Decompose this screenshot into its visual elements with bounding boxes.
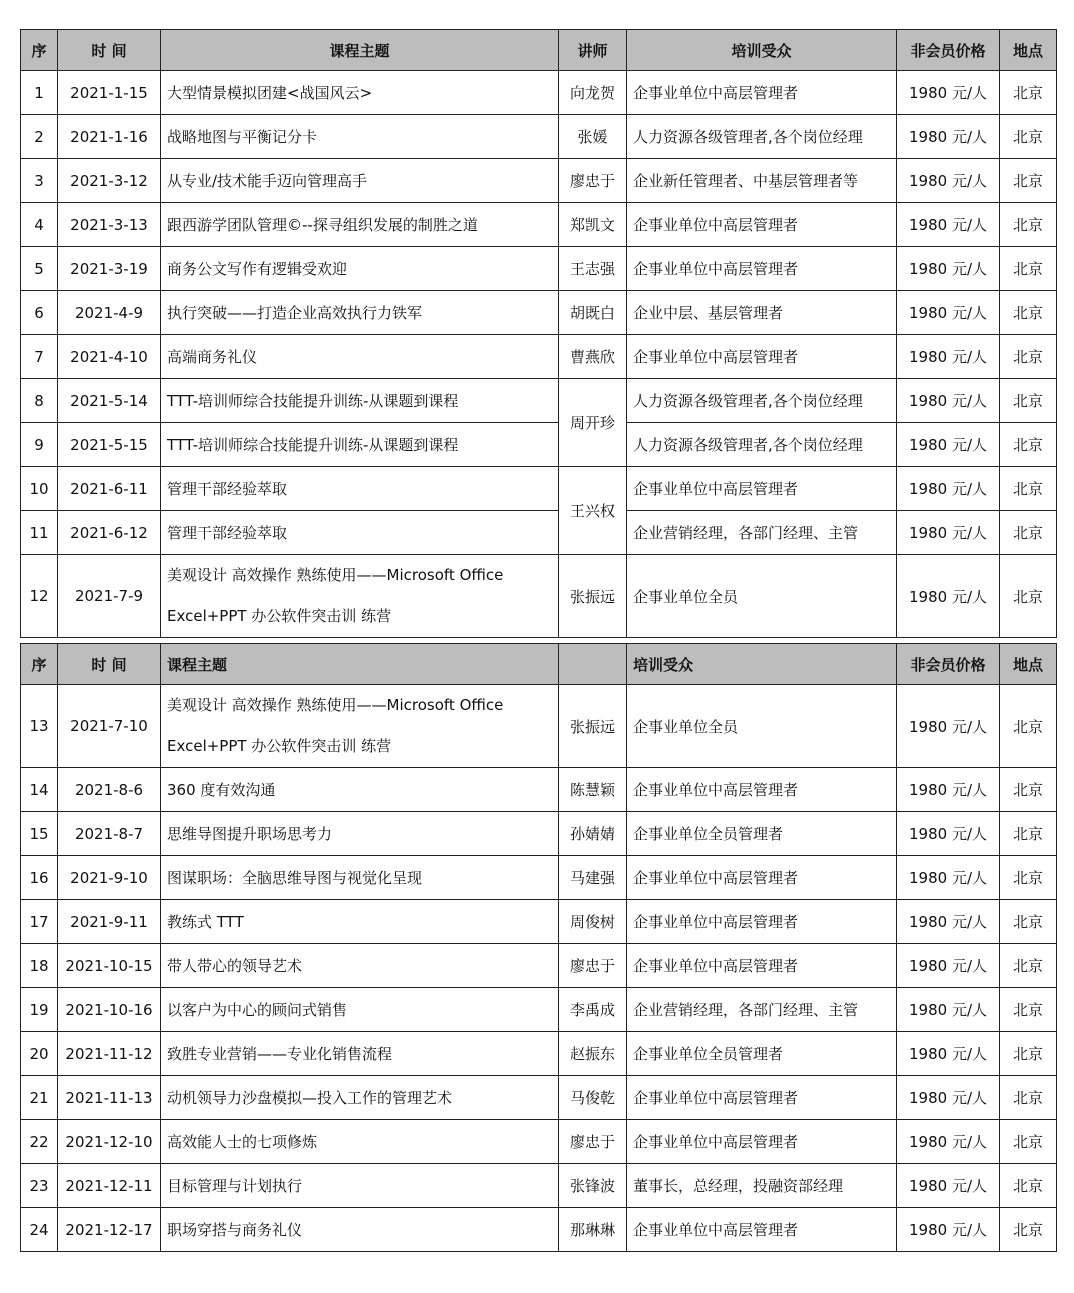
cell-location: 北京 <box>1000 1076 1057 1120</box>
cell-price: 1980 元/人 <box>897 1120 1000 1164</box>
cell-date: 2021-9-11 <box>58 900 161 944</box>
cell-location: 北京 <box>1000 423 1057 467</box>
cell-price: 1980 元/人 <box>897 944 1000 988</box>
cell-location: 北京 <box>1000 291 1057 335</box>
cell-audience: 董事长，总经理，投融资部经理 <box>627 1164 897 1208</box>
cell-audience: 企业中层、基层管理者 <box>627 291 897 335</box>
topic-line-2: Excel+PPT 办公软件突击训 练营 <box>167 737 392 755</box>
cell-topic <box>161 555 559 638</box>
table-row <box>21 335 1057 379</box>
cell-instructor: 郑凯文 <box>559 203 627 247</box>
cell-audience: 企事业单位中高层管理者 <box>627 768 897 812</box>
table-row <box>21 159 1057 203</box>
table-row <box>21 1076 1057 1120</box>
cell-instructor: 孙婧婧 <box>559 812 627 856</box>
cell-topic: 管理干部经验萃取 <box>161 467 559 511</box>
cell-date: 2021-3-19 <box>58 247 161 291</box>
cell-location: 北京 <box>1000 71 1057 115</box>
cell-price: 1980 元/人 <box>897 1076 1000 1120</box>
cell-topic: 执行突破——打造企业高效执行力铁军 <box>161 291 559 335</box>
cell-instructor: 向龙贺 <box>559 71 627 115</box>
cell-index: 3 <box>21 159 58 203</box>
header-instructor <box>559 644 627 685</box>
cell-instructor: 张振远 <box>559 685 627 768</box>
table-row <box>21 555 1057 638</box>
cell-instructor: 胡既白 <box>559 291 627 335</box>
cell-topic: 大型情景模拟团建<战国风云> <box>161 71 559 115</box>
cell-date: 2021-12-17 <box>58 1208 161 1252</box>
schedule-table-1 <box>20 29 1057 638</box>
cell-instructor: 那琳琳 <box>559 1208 627 1252</box>
header-location: 地点 <box>1000 644 1057 685</box>
cell-audience: 企事业单位中高层管理者 <box>627 203 897 247</box>
table-row <box>21 1208 1057 1252</box>
cell-index: 13 <box>21 685 58 768</box>
cell-topic: 图谋职场：全脑思维导图与视觉化呈现 <box>161 856 559 900</box>
header-date: 时 间 <box>58 644 161 685</box>
cell-price: 1980 元/人 <box>897 115 1000 159</box>
cell-location: 北京 <box>1000 1120 1057 1164</box>
table-row <box>21 900 1057 944</box>
cell-price: 1980 元/人 <box>897 856 1000 900</box>
cell-instructor: 廖忠于 <box>559 1120 627 1164</box>
cell-instructor: 李禹成 <box>559 988 627 1032</box>
cell-location: 北京 <box>1000 555 1057 638</box>
cell-topic: 高端商务礼仪 <box>161 335 559 379</box>
cell-price: 1980 元/人 <box>897 1208 1000 1252</box>
cell-topic: 以客户为中心的顾问式销售 <box>161 988 559 1032</box>
cell-topic: 战略地图与平衡记分卡 <box>161 115 559 159</box>
cell-location: 北京 <box>1000 900 1057 944</box>
topic-line-1: 美观设计 高效操作 熟练使用——Microsoft Office <box>167 696 504 714</box>
header-audience: 培训受众 <box>627 644 897 685</box>
cell-index: 22 <box>21 1120 58 1164</box>
cell-date: 2021-1-16 <box>58 115 161 159</box>
cell-topic: 从专业/技术能手迈向管理高手 <box>161 159 559 203</box>
cell-index: 15 <box>21 812 58 856</box>
cell-topic: TTT-培训师综合技能提升训练-从课题到课程 <box>161 379 559 423</box>
cell-audience: 企事业单位中高层管理者 <box>627 856 897 900</box>
cell-audience: 企事业单位中高层管理者 <box>627 1076 897 1120</box>
cell-index: 20 <box>21 1032 58 1076</box>
cell-topic: TTT-培训师综合技能提升训练-从课题到课程 <box>161 423 559 467</box>
cell-price: 1980 元/人 <box>897 812 1000 856</box>
cell-audience: 人力资源各级管理者,各个岗位经理 <box>627 115 897 159</box>
cell-topic: 带人带心的领导艺术 <box>161 944 559 988</box>
table-row <box>21 203 1057 247</box>
table-row <box>21 423 1057 467</box>
cell-date: 2021-10-16 <box>58 988 161 1032</box>
cell-price: 1980 元/人 <box>897 159 1000 203</box>
cell-topic: 职场穿搭与商务礼仪 <box>161 1208 559 1252</box>
cell-price: 1980 元/人 <box>897 1164 1000 1208</box>
cell-date: 2021-11-12 <box>58 1032 161 1076</box>
header-topic: 课程主题 <box>161 30 559 71</box>
cell-price: 1980 元/人 <box>897 467 1000 511</box>
table-row <box>21 944 1057 988</box>
table-row <box>21 1164 1057 1208</box>
cell-location: 北京 <box>1000 115 1057 159</box>
cell-audience: 企事业单位中高层管理者 <box>627 247 897 291</box>
cell-price: 1980 元/人 <box>897 247 1000 291</box>
cell-index: 21 <box>21 1076 58 1120</box>
cell-date: 2021-12-10 <box>58 1120 161 1164</box>
cell-index: 16 <box>21 856 58 900</box>
header-date: 时 间 <box>58 30 161 71</box>
cell-topic: 致胜专业营销——专业化销售流程 <box>161 1032 559 1076</box>
cell-price: 1980 元/人 <box>897 1032 1000 1076</box>
cell-location: 北京 <box>1000 988 1057 1032</box>
cell-audience: 企业营销经理，各部门经理、主管 <box>627 988 897 1032</box>
cell-audience: 人力资源各级管理者,各个岗位经理 <box>627 379 897 423</box>
table-header-row <box>21 30 1057 71</box>
cell-location: 北京 <box>1000 768 1057 812</box>
cell-audience: 企业新任管理者、中基层管理者等 <box>627 159 897 203</box>
cell-price: 1980 元/人 <box>897 685 1000 768</box>
cell-date: 2021-6-12 <box>58 511 161 555</box>
table-row <box>21 1032 1057 1076</box>
cell-location: 北京 <box>1000 467 1057 511</box>
cell-date: 2021-12-11 <box>58 1164 161 1208</box>
cell-instructor: 张锋波 <box>559 1164 627 1208</box>
cell-instructor: 廖忠于 <box>559 159 627 203</box>
cell-audience: 企事业单位全员 <box>627 555 897 638</box>
cell-index: 23 <box>21 1164 58 1208</box>
cell-date: 2021-11-13 <box>58 1076 161 1120</box>
cell-location: 北京 <box>1000 511 1057 555</box>
table-row <box>21 1120 1057 1164</box>
cell-index: 10 <box>21 467 58 511</box>
cell-date: 2021-3-13 <box>58 203 161 247</box>
table-row <box>21 988 1057 1032</box>
cell-price: 1980 元/人 <box>897 335 1000 379</box>
cell-index: 9 <box>21 423 58 467</box>
cell-instructor: 廖忠于 <box>559 944 627 988</box>
header-price: 非会员价格 <box>897 30 1000 71</box>
cell-instructor: 张振远 <box>559 555 627 638</box>
cell-instructor: 周开珍 <box>559 379 627 467</box>
table-row <box>21 467 1057 511</box>
table-row <box>21 71 1057 115</box>
cell-topic: 目标管理与计划执行 <box>161 1164 559 1208</box>
cell-index: 4 <box>21 203 58 247</box>
cell-index: 18 <box>21 944 58 988</box>
cell-date: 2021-7-9 <box>58 555 161 638</box>
cell-location: 北京 <box>1000 1208 1057 1252</box>
topic-line-2: Excel+PPT 办公软件突击训 练营 <box>167 607 392 625</box>
table-row <box>21 379 1057 423</box>
cell-date: 2021-10-15 <box>58 944 161 988</box>
cell-location: 北京 <box>1000 159 1057 203</box>
cell-index: 24 <box>21 1208 58 1252</box>
cell-date: 2021-6-11 <box>58 467 161 511</box>
cell-price: 1980 元/人 <box>897 768 1000 812</box>
cell-instructor: 王志强 <box>559 247 627 291</box>
header-topic: 课程主题 <box>161 644 559 685</box>
cell-index: 17 <box>21 900 58 944</box>
cell-index: 7 <box>21 335 58 379</box>
cell-audience: 企事业单位全员管理者 <box>627 812 897 856</box>
cell-topic: 动机领导力沙盘模拟—投入工作的管理艺术 <box>161 1076 559 1120</box>
cell-price: 1980 元/人 <box>897 900 1000 944</box>
header-index: 序 <box>21 644 58 685</box>
header-audience: 培训受众 <box>627 30 897 71</box>
cell-price: 1980 元/人 <box>897 423 1000 467</box>
cell-instructor: 马建强 <box>559 856 627 900</box>
cell-date: 2021-3-12 <box>58 159 161 203</box>
schedule-table-2 <box>20 643 1057 1252</box>
cell-index: 14 <box>21 768 58 812</box>
cell-index: 12 <box>21 555 58 638</box>
cell-date: 2021-4-10 <box>58 335 161 379</box>
cell-audience: 企事业单位中高层管理者 <box>627 1208 897 1252</box>
cell-index: 6 <box>21 291 58 335</box>
cell-instructor: 张媛 <box>559 115 627 159</box>
cell-date: 2021-9-10 <box>58 856 161 900</box>
cell-instructor: 陈慧颖 <box>559 768 627 812</box>
cell-location: 北京 <box>1000 856 1057 900</box>
cell-audience: 企事业单位中高层管理者 <box>627 900 897 944</box>
cell-audience: 企事业单位全员 <box>627 685 897 768</box>
table-row <box>21 685 1057 768</box>
cell-index: 8 <box>21 379 58 423</box>
cell-price: 1980 元/人 <box>897 71 1000 115</box>
cell-audience: 人力资源各级管理者,各个岗位经理 <box>627 423 897 467</box>
cell-audience: 企事业单位中高层管理者 <box>627 467 897 511</box>
cell-topic: 360 度有效沟通 <box>161 768 559 812</box>
cell-date: 2021-7-10 <box>58 685 161 768</box>
cell-audience: 企业营销经理，各部门经理、主管 <box>627 511 897 555</box>
cell-date: 2021-5-15 <box>58 423 161 467</box>
cell-audience: 企事业单位中高层管理者 <box>627 71 897 115</box>
cell-price: 1980 元/人 <box>897 988 1000 1032</box>
header-location: 地点 <box>1000 30 1057 71</box>
cell-location: 北京 <box>1000 1164 1057 1208</box>
cell-topic <box>161 685 559 768</box>
cell-index: 2 <box>21 115 58 159</box>
cell-topic: 管理干部经验萃取 <box>161 511 559 555</box>
cell-date: 2021-4-9 <box>58 291 161 335</box>
cell-audience: 企事业单位中高层管理者 <box>627 1120 897 1164</box>
cell-date: 2021-8-7 <box>58 812 161 856</box>
cell-audience: 企事业单位中高层管理者 <box>627 944 897 988</box>
cell-location: 北京 <box>1000 379 1057 423</box>
cell-instructor: 马俊乾 <box>559 1076 627 1120</box>
cell-location: 北京 <box>1000 685 1057 768</box>
cell-price: 1980 元/人 <box>897 379 1000 423</box>
cell-price: 1980 元/人 <box>897 291 1000 335</box>
cell-date: 2021-1-15 <box>58 71 161 115</box>
cell-topic: 思维导图提升职场思考力 <box>161 812 559 856</box>
table-row <box>21 247 1057 291</box>
cell-index: 1 <box>21 71 58 115</box>
table-row <box>21 812 1057 856</box>
cell-topic: 高效能人士的七项修炼 <box>161 1120 559 1164</box>
header-index: 序 <box>21 30 58 71</box>
table-row <box>21 115 1057 159</box>
cell-topic: 教练式 TTT <box>161 900 559 944</box>
cell-date: 2021-8-6 <box>58 768 161 812</box>
table-row <box>21 856 1057 900</box>
header-instructor: 讲师 <box>559 30 627 71</box>
cell-instructor: 曹燕欣 <box>559 335 627 379</box>
cell-audience: 企事业单位全员管理者 <box>627 1032 897 1076</box>
cell-topic: 跟西游学团队管理©--探寻组织发展的制胜之道 <box>161 203 559 247</box>
cell-instructor: 赵振东 <box>559 1032 627 1076</box>
cell-location: 北京 <box>1000 812 1057 856</box>
table-row <box>21 291 1057 335</box>
cell-location: 北京 <box>1000 1032 1057 1076</box>
cell-topic: 商务公文写作有逻辑受欢迎 <box>161 247 559 291</box>
cell-price: 1980 元/人 <box>897 203 1000 247</box>
cell-index: 19 <box>21 988 58 1032</box>
table-row <box>21 511 1057 555</box>
cell-instructor: 王兴权 <box>559 467 627 555</box>
cell-location: 北京 <box>1000 247 1057 291</box>
cell-location: 北京 <box>1000 944 1057 988</box>
table-row <box>21 768 1057 812</box>
cell-index: 5 <box>21 247 58 291</box>
header-price: 非会员价格 <box>897 644 1000 685</box>
cell-date: 2021-5-14 <box>58 379 161 423</box>
cell-audience: 企事业单位中高层管理者 <box>627 335 897 379</box>
cell-index: 11 <box>21 511 58 555</box>
cell-instructor: 周俊树 <box>559 900 627 944</box>
cell-price: 1980 元/人 <box>897 555 1000 638</box>
cell-price: 1980 元/人 <box>897 511 1000 555</box>
cell-location: 北京 <box>1000 203 1057 247</box>
cell-location: 北京 <box>1000 335 1057 379</box>
table-header-row <box>21 644 1057 685</box>
topic-line-1: 美观设计 高效操作 熟练使用——Microsoft Office <box>167 566 504 584</box>
